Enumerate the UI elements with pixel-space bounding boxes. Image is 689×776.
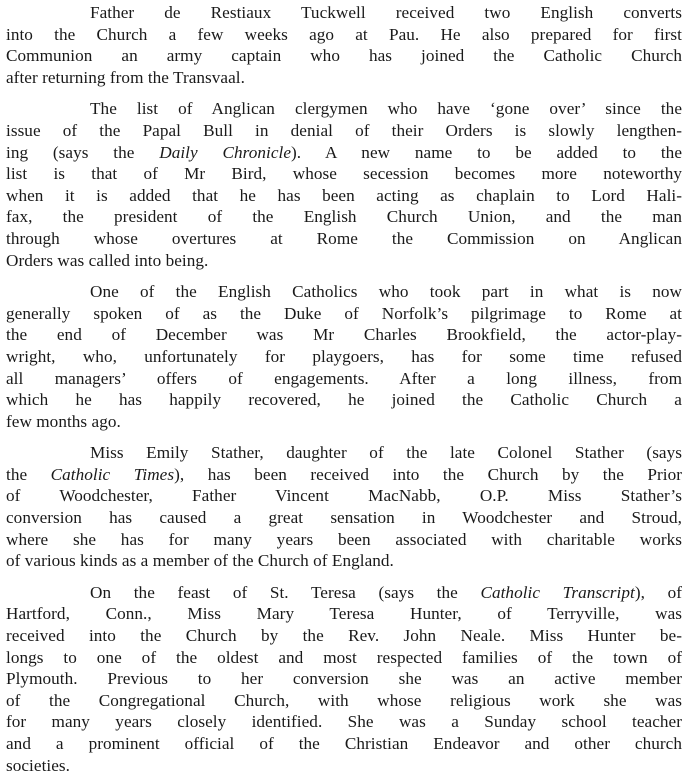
text-line [6,647,682,669]
text-run: of Woodchester, Father Vincent MacNabb, O.P. Miss Stather’s [6,486,682,506]
text-line [6,442,682,464]
text-run: after returning from the Transvaal. [6,67,245,87]
text-run: into the Church a few weeks ago at Pau. He also prepared for first [6,24,682,44]
text-line [6,281,682,303]
text-line [6,142,682,164]
text-line [6,582,682,604]
text-line [6,485,682,507]
text-run: all managers’ offers of engagements. After a long illness, from [6,368,682,388]
text-run: ), of [634,582,682,602]
text-run: Father de Restiaux Tuckwell received two English converts [90,3,682,22]
text-run: where she has for many years been associated with charitable works [6,529,682,549]
text-run: Plymouth. Previous to her conversion she was an active member [6,669,682,689]
text-line [6,755,682,776]
text-run: when it is added that he has been acting as chaplain to Lord Hali- [6,185,682,205]
text-run: One of the English Catholics who took part in what is now [90,282,682,302]
text-line [6,67,682,89]
text-line [6,625,682,647]
text-line [6,163,682,185]
text-run: of the Congregational Church, with whose religious work she was [6,690,682,710]
text-run: longs to one of the oldest and most respected families of the town of [6,647,682,667]
text-line [6,324,682,346]
paragraph [6,281,682,432]
paragraph [6,582,682,776]
text-run: generally spoken of as the Duke of Norfolk’s pilgrimage to Rome at [6,303,682,323]
publication-title: Catholic Times [50,464,175,484]
text-run: Communion an army captain who has joined the Catholic Church [6,46,682,66]
text-line [6,603,682,625]
text-run: for many years closely identified. She was a Sunday school teacher [6,712,682,732]
paragraph [6,98,682,271]
article-body [6,2,682,776]
text-run: conversion has caused a great sensation in Woodchester and Stroud, [6,508,682,528]
text-run: the end of December was Mr Charles Brookfield, the actor-play- [6,325,682,345]
text-run: the [6,464,51,484]
text-line [6,45,682,67]
text-run: ). A new name to be added to the [291,142,682,162]
text-line [6,2,682,24]
text-line [6,120,682,142]
publication-title: Catholic Transcript [480,582,635,602]
text-run: received into the Church by the Rev. John Neale. Miss Hunter be- [6,626,682,646]
text-run: which he has happily recovered, he joined the Catholic Church a [6,390,682,410]
text-run: fax, the president of the English Church Union, and the man [6,207,682,227]
text-line [6,411,682,433]
text-run: Orders was called into being. [6,250,209,270]
text-line [6,24,682,46]
paragraph [6,442,682,572]
text-line [6,368,682,390]
text-line [6,529,682,551]
text-run: and a prominent official of the Christian Endeavor and other church [6,734,682,753]
text-run: wright, who, unfortunately for playgoers, has for some time refused [6,346,682,366]
text-line [6,303,682,325]
text-run: Miss Emily Stather, daughter of the late Colonel Stather (says [90,443,682,463]
text-line [6,711,682,733]
text-run: through whose overtures at Rome the Commission on Anglican [6,228,682,248]
text-line [6,98,682,120]
text-run: of various kinds as a member of the Church of England. [6,551,394,571]
text-line [6,206,682,228]
text-run: The list of Anglican clergymen who have ‘gone over’ since the [90,99,682,119]
text-line [6,668,682,690]
text-line [6,733,682,755]
text-line [6,550,682,572]
text-run: list is that of Mr Bird, whose secession becomes more noteworthy [6,164,682,184]
text-line [6,389,682,411]
text-line [6,346,682,368]
text-run: issue of the Papal Bull in denial of their Orders is slowly lengthen- [6,120,682,140]
text-run: few months ago. [6,411,121,431]
publication-title: Daily Chronicle [159,142,292,162]
text-line [6,690,682,712]
text-run: Hartford, Conn., Miss Mary Teresa Hunter, of Terryville, was [6,604,682,624]
text-line [6,250,682,272]
text-line [6,228,682,250]
text-line [6,464,682,486]
text-run: ), has been received into the Church by the Prior [174,464,683,484]
text-run: On the feast of St. Teresa (says the [90,582,481,602]
text-line [6,185,682,207]
paragraph [6,2,682,88]
text-line [6,507,682,529]
text-run: societies. [6,755,70,775]
text-run: ing (says the [6,142,160,162]
